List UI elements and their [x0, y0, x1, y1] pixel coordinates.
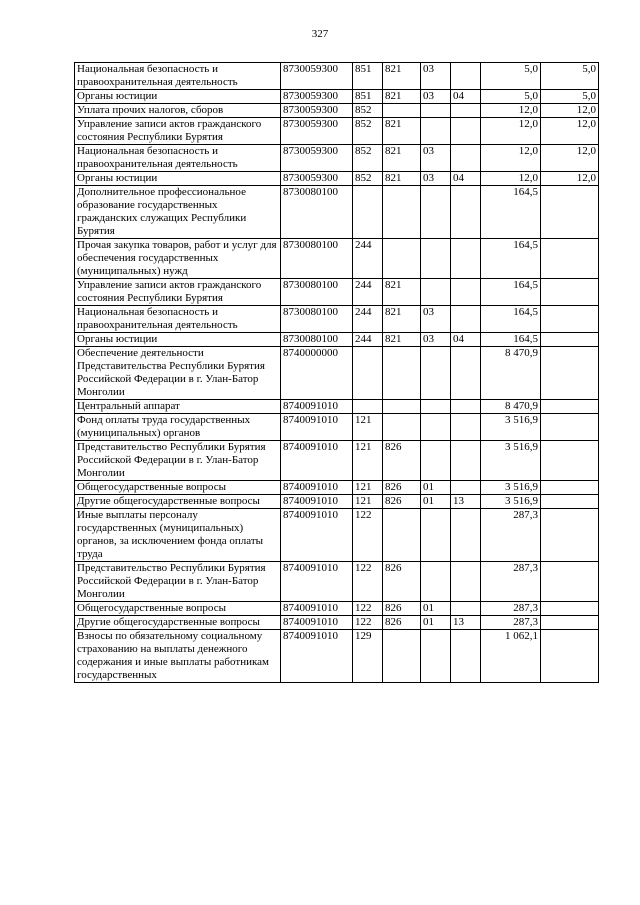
sum-year1-cell: 5,0 — [481, 90, 541, 104]
target-article-cell: 8740000000 — [281, 347, 353, 400]
sum-year1-cell: 164,5 — [481, 333, 541, 347]
table-body — [75, 63, 599, 683]
expense-type-cell: 121 — [353, 414, 383, 441]
row-name-cell: Другие общегосударственные вопросы — [75, 495, 281, 509]
table-row — [75, 239, 599, 279]
row-name-cell: Общегосударственные вопросы — [75, 602, 281, 616]
subsection-cell — [451, 186, 481, 239]
target-article-cell: 8740091010 — [281, 495, 353, 509]
administrator-cell: 821 — [383, 90, 421, 104]
expense-type-cell: 244 — [353, 279, 383, 306]
sum-year1-cell: 5,0 — [481, 63, 541, 90]
section-cell: 03 — [421, 63, 451, 90]
section-cell — [421, 279, 451, 306]
row-name-cell: Взносы по обязательному социальному страхованию на выплаты денежного содержания и иные выплаты работникам государственных — [75, 630, 281, 683]
subsection-cell: 13 — [451, 495, 481, 509]
row-name-cell: Иные выплаты персоналу государственных (муниципальных) органов, за исключением фонда оплаты труда — [75, 509, 281, 562]
table-row — [75, 495, 599, 509]
row-name-cell: Национальная безопасность и правоохранительная деятельность — [75, 306, 281, 333]
expense-type-cell — [353, 186, 383, 239]
row-name-cell: Национальная безопасность и правоохранительная деятельность — [75, 63, 281, 90]
expense-type-cell: 851 — [353, 63, 383, 90]
section-cell: 03 — [421, 172, 451, 186]
sum-year2-cell: 5,0 — [541, 63, 599, 90]
subsection-cell — [451, 414, 481, 441]
row-name-cell: Органы юстиции — [75, 333, 281, 347]
subsection-cell: 04 — [451, 172, 481, 186]
sum-year2-cell — [541, 562, 599, 602]
sum-year2-cell — [541, 306, 599, 333]
sum-year2-cell — [541, 347, 599, 400]
expense-type-cell: 852 — [353, 145, 383, 172]
expense-type-cell: 121 — [353, 481, 383, 495]
row-name-cell: Представительство Республики Бурятия Российской Федерации в г. Улан-Батор Монголии — [75, 562, 281, 602]
row-name-cell: Общегосударственные вопросы — [75, 481, 281, 495]
table-row — [75, 333, 599, 347]
subsection-cell: 13 — [451, 616, 481, 630]
target-article-cell: 8740091010 — [281, 562, 353, 602]
expense-type-cell: 129 — [353, 630, 383, 683]
sum-year1-cell: 164,5 — [481, 239, 541, 279]
target-article-cell: 8740091010 — [281, 602, 353, 616]
administrator-cell: 821 — [383, 333, 421, 347]
administrator-cell: 826 — [383, 602, 421, 616]
sum-year2-cell: 12,0 — [541, 104, 599, 118]
target-article-cell: 8730059300 — [281, 145, 353, 172]
expense-type-cell — [353, 400, 383, 414]
sum-year2-cell: 12,0 — [541, 172, 599, 186]
section-cell: 01 — [421, 602, 451, 616]
expense-type-cell: 122 — [353, 602, 383, 616]
expense-type-cell: 122 — [353, 616, 383, 630]
expense-type-cell: 852 — [353, 118, 383, 145]
administrator-cell — [383, 509, 421, 562]
target-article-cell: 8740091010 — [281, 481, 353, 495]
administrator-cell: 821 — [383, 63, 421, 90]
subsection-cell — [451, 63, 481, 90]
target-article-cell: 8730059300 — [281, 172, 353, 186]
row-name-cell: Управление записи актов гражданского состояния Республики Бурятия — [75, 279, 281, 306]
target-article-cell: 8730059300 — [281, 63, 353, 90]
administrator-cell: 821 — [383, 145, 421, 172]
sum-year1-cell: 287,3 — [481, 509, 541, 562]
target-article-cell: 8740091010 — [281, 400, 353, 414]
expense-type-cell: 244 — [353, 306, 383, 333]
sum-year2-cell — [541, 509, 599, 562]
subsection-cell — [451, 509, 481, 562]
row-name-cell: Прочая закупка товаров, работ и услуг для обеспечения государственных (муниципальных) нужд — [75, 239, 281, 279]
table-row — [75, 306, 599, 333]
sum-year1-cell: 3 516,9 — [481, 481, 541, 495]
administrator-cell: 826 — [383, 616, 421, 630]
target-article-cell: 8730059300 — [281, 118, 353, 145]
section-cell: 03 — [421, 90, 451, 104]
table-row — [75, 616, 599, 630]
sum-year2-cell — [541, 441, 599, 481]
administrator-cell — [383, 239, 421, 279]
expense-type-cell: 121 — [353, 495, 383, 509]
sum-year1-cell: 287,3 — [481, 616, 541, 630]
administrator-cell: 821 — [383, 172, 421, 186]
target-article-cell: 8730059300 — [281, 90, 353, 104]
administrator-cell — [383, 630, 421, 683]
sum-year2-cell: 12,0 — [541, 145, 599, 172]
subsection-cell — [451, 118, 481, 145]
subsection-cell — [451, 347, 481, 400]
table-row — [75, 347, 599, 400]
table-row — [75, 602, 599, 616]
section-cell — [421, 441, 451, 481]
table-row — [75, 414, 599, 441]
row-name-cell: Центральный аппарат — [75, 400, 281, 414]
table-row — [75, 145, 599, 172]
sum-year2-cell — [541, 630, 599, 683]
expense-type-cell: 852 — [353, 172, 383, 186]
row-name-cell: Обеспечение деятельности Представительства Республики Бурятия Российской Федерации в г. Улан-Батор Монголии — [75, 347, 281, 400]
subsection-cell: 04 — [451, 90, 481, 104]
section-cell — [421, 186, 451, 239]
target-article-cell: 8740091010 — [281, 441, 353, 481]
row-name-cell: Представительство Республики Бурятия Российской Федерации в г. Улан-Батор Монголии — [75, 441, 281, 481]
sum-year2-cell — [541, 333, 599, 347]
sum-year2-cell — [541, 239, 599, 279]
section-cell — [421, 509, 451, 562]
section-cell — [421, 414, 451, 441]
section-cell: 01 — [421, 616, 451, 630]
row-name-cell: Фонд оплаты труда государственных (муниципальных) органов — [75, 414, 281, 441]
administrator-cell — [383, 104, 421, 118]
subsection-cell — [451, 630, 481, 683]
sum-year1-cell: 8 470,9 — [481, 400, 541, 414]
subsection-cell — [451, 602, 481, 616]
table-row — [75, 509, 599, 562]
subsection-cell — [451, 306, 481, 333]
table-row — [75, 562, 599, 602]
section-cell: 01 — [421, 481, 451, 495]
row-name-cell: Управление записи актов гражданского состояния Республики Бурятия — [75, 118, 281, 145]
table-row — [75, 63, 599, 90]
target-article-cell: 8730080100 — [281, 306, 353, 333]
sum-year1-cell: 164,5 — [481, 279, 541, 306]
table-row — [75, 279, 599, 306]
section-cell: 03 — [421, 306, 451, 333]
section-cell: 03 — [421, 333, 451, 347]
administrator-cell: 826 — [383, 481, 421, 495]
row-name-cell: Уплата прочих налогов, сборов — [75, 104, 281, 118]
sum-year2-cell — [541, 495, 599, 509]
table-row — [75, 630, 599, 683]
table-row — [75, 481, 599, 495]
page-number: 327 — [311, 28, 329, 40]
subsection-cell: 04 — [451, 333, 481, 347]
subsection-cell — [451, 400, 481, 414]
sum-year2-cell: 12,0 — [541, 118, 599, 145]
sum-year2-cell — [541, 481, 599, 495]
administrator-cell — [383, 414, 421, 441]
subsection-cell — [451, 279, 481, 306]
sum-year1-cell: 287,3 — [481, 562, 541, 602]
expense-type-cell: 244 — [353, 333, 383, 347]
section-cell: 03 — [421, 145, 451, 172]
table-row — [75, 172, 599, 186]
target-article-cell: 8740091010 — [281, 414, 353, 441]
administrator-cell — [383, 347, 421, 400]
sum-year1-cell: 3 516,9 — [481, 441, 541, 481]
target-article-cell: 8740091010 — [281, 630, 353, 683]
subsection-cell — [451, 145, 481, 172]
section-cell — [421, 400, 451, 414]
expense-type-cell — [353, 347, 383, 400]
sum-year2-cell — [541, 602, 599, 616]
sum-year1-cell: 12,0 — [481, 118, 541, 145]
administrator-cell: 826 — [383, 562, 421, 602]
sum-year2-cell — [541, 279, 599, 306]
table-row — [75, 104, 599, 118]
expense-type-cell: 122 — [353, 509, 383, 562]
sum-year2-cell — [541, 400, 599, 414]
sum-year1-cell: 12,0 — [481, 104, 541, 118]
target-article-cell: 8730080100 — [281, 333, 353, 347]
section-cell — [421, 347, 451, 400]
table-row — [75, 441, 599, 481]
sum-year1-cell: 287,3 — [481, 602, 541, 616]
subsection-cell — [451, 441, 481, 481]
sum-year1-cell: 164,5 — [481, 186, 541, 239]
row-name-cell: Дополнительное профессиональное образование государственных гражданских служащих Республики Бурятия — [75, 186, 281, 239]
sum-year2-cell — [541, 414, 599, 441]
administrator-cell — [383, 186, 421, 239]
section-cell — [421, 239, 451, 279]
administrator-cell: 826 — [383, 495, 421, 509]
section-cell — [421, 562, 451, 602]
subsection-cell — [451, 562, 481, 602]
expense-type-cell: 852 — [353, 104, 383, 118]
sum-year2-cell — [541, 186, 599, 239]
table-row — [75, 186, 599, 239]
target-article-cell: 8730080100 — [281, 279, 353, 306]
administrator-cell: 821 — [383, 279, 421, 306]
subsection-cell — [451, 104, 481, 118]
administrator-cell — [383, 400, 421, 414]
target-article-cell: 8730080100 — [281, 239, 353, 279]
row-name-cell: Национальная безопасность и правоохранительная деятельность — [75, 145, 281, 172]
table-row — [75, 118, 599, 145]
row-name-cell: Органы юстиции — [75, 90, 281, 104]
budget-table — [74, 62, 599, 683]
section-cell — [421, 104, 451, 118]
table-row — [75, 400, 599, 414]
expense-type-cell: 851 — [353, 90, 383, 104]
target-article-cell: 8740091010 — [281, 509, 353, 562]
target-article-cell: 8730059300 — [281, 104, 353, 118]
sum-year1-cell: 12,0 — [481, 172, 541, 186]
row-name-cell: Органы юстиции — [75, 172, 281, 186]
sum-year2-cell: 5,0 — [541, 90, 599, 104]
sum-year2-cell — [541, 616, 599, 630]
sum-year1-cell: 8 470,9 — [481, 347, 541, 400]
subsection-cell — [451, 239, 481, 279]
sum-year1-cell: 3 516,9 — [481, 414, 541, 441]
sum-year1-cell: 164,5 — [481, 306, 541, 333]
expense-type-cell: 122 — [353, 562, 383, 602]
section-cell: 01 — [421, 495, 451, 509]
sum-year1-cell: 1 062,1 — [481, 630, 541, 683]
section-cell — [421, 118, 451, 145]
administrator-cell: 821 — [383, 118, 421, 145]
sum-year1-cell: 12,0 — [481, 145, 541, 172]
target-article-cell: 8740091010 — [281, 616, 353, 630]
table-row — [75, 90, 599, 104]
target-article-cell: 8730080100 — [281, 186, 353, 239]
row-name-cell: Другие общегосударственные вопросы — [75, 616, 281, 630]
expense-type-cell: 121 — [353, 441, 383, 481]
expense-type-cell: 244 — [353, 239, 383, 279]
subsection-cell — [451, 481, 481, 495]
section-cell — [421, 630, 451, 683]
administrator-cell: 826 — [383, 441, 421, 481]
administrator-cell: 821 — [383, 306, 421, 333]
sum-year1-cell: 3 516,9 — [481, 495, 541, 509]
